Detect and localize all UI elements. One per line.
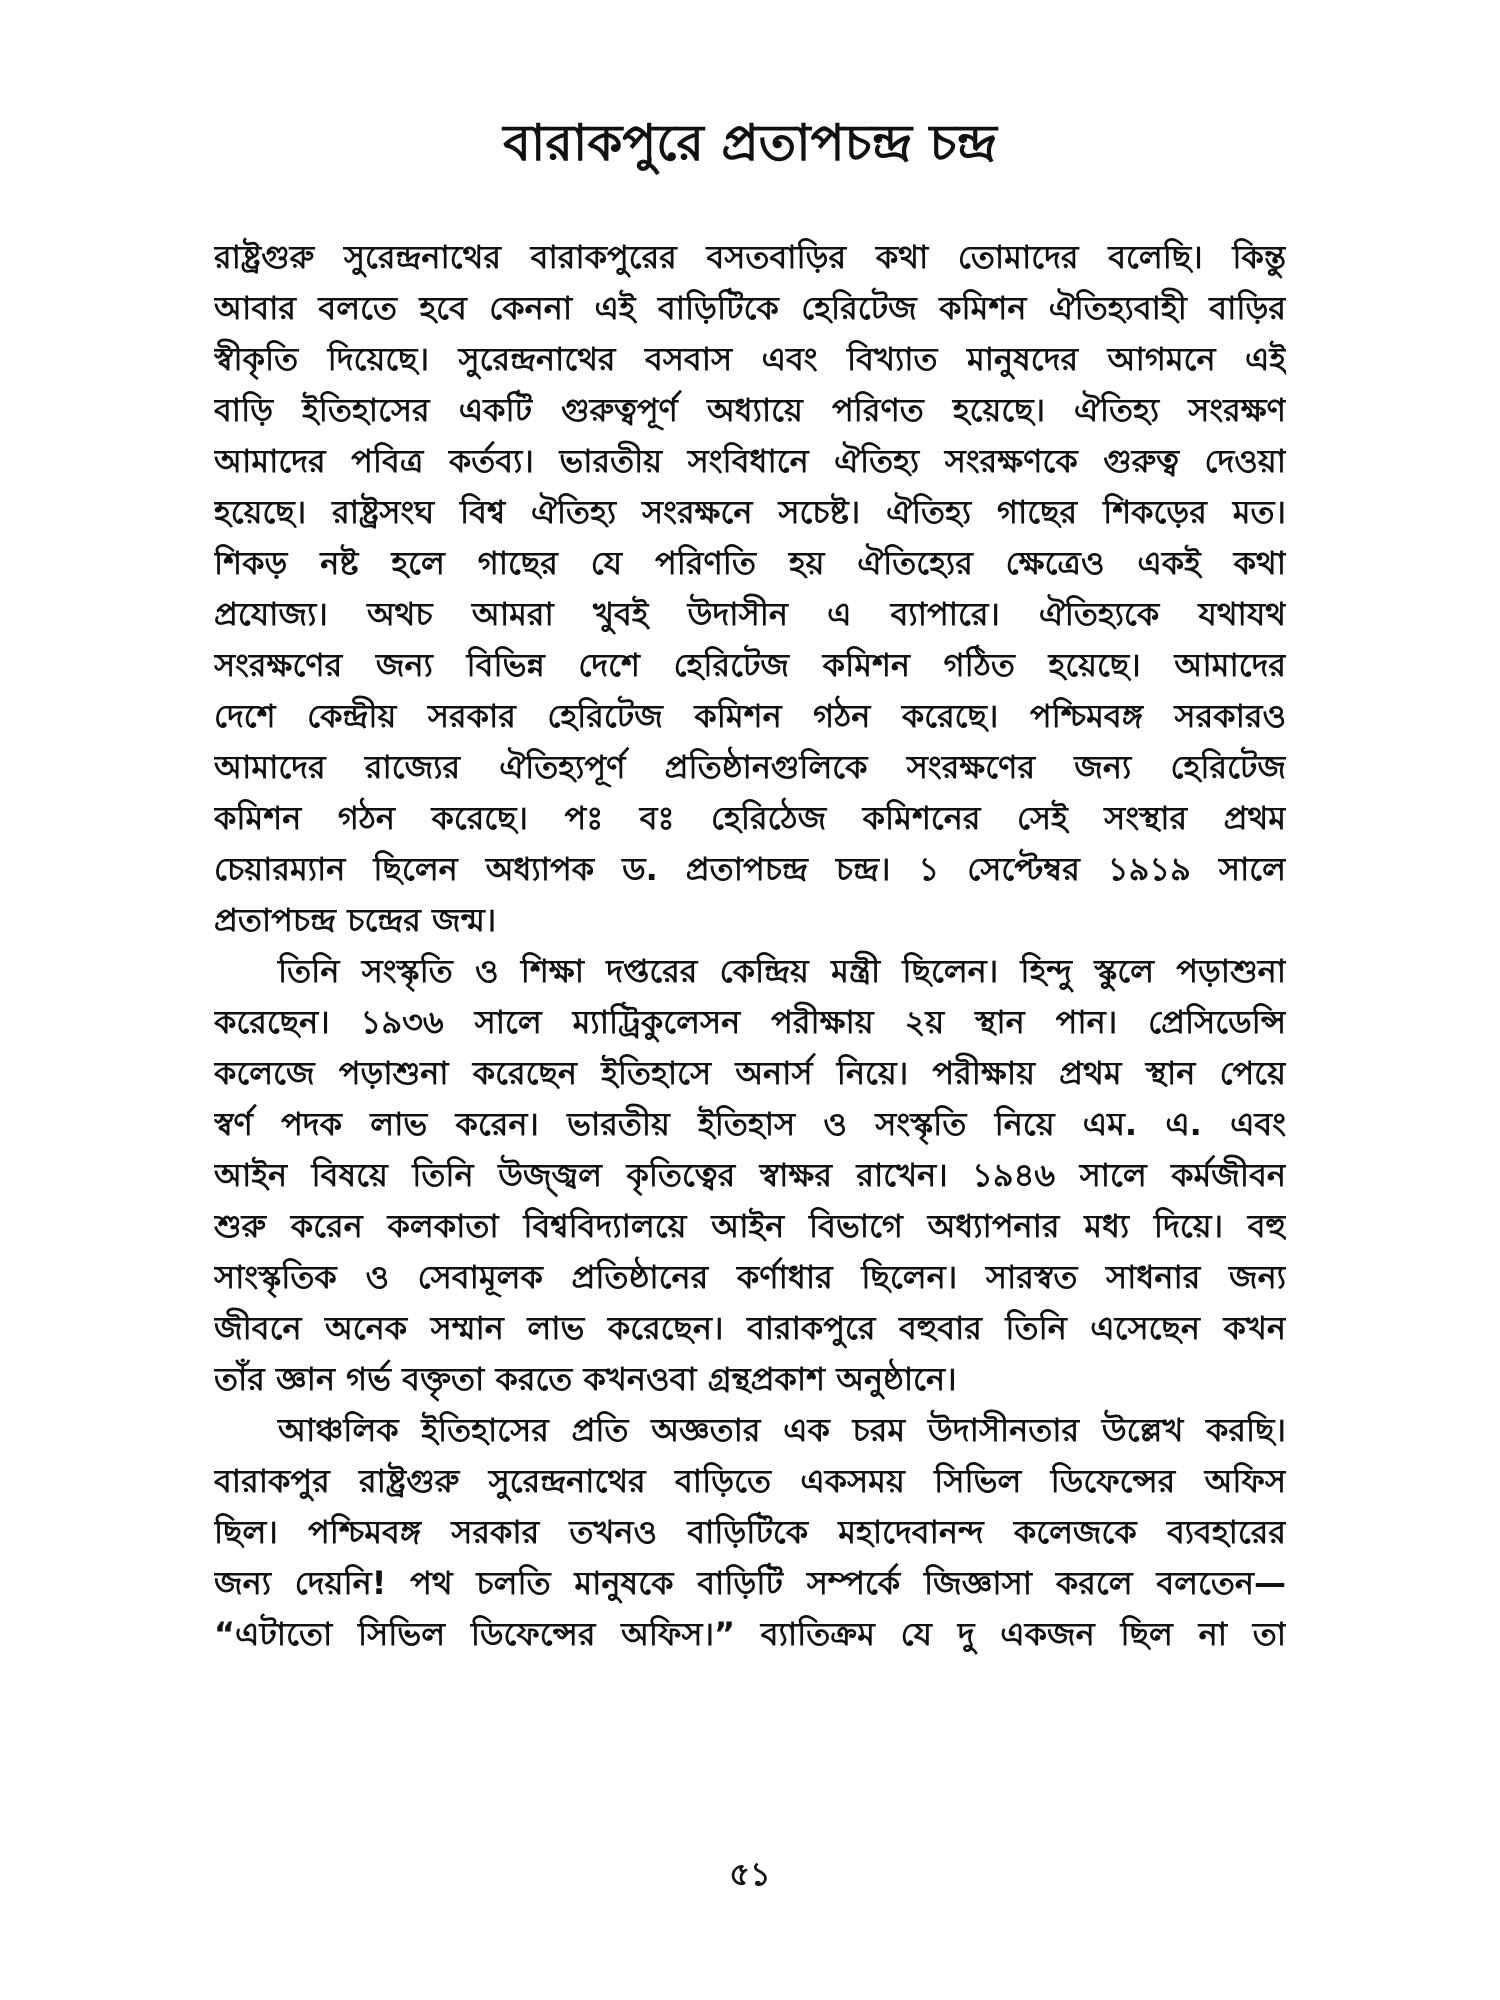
text-line: সাংস্কৃতিক ও সেবামূলক প্রতিষ্ঠানের কর্ণাধার ছিলেন। সারস্বত সাধনার জন্য bbox=[214, 1258, 1286, 1296]
text-line: প্রতাপচন্দ্র চন্দ্রের জন্ম। bbox=[214, 901, 497, 939]
text-line: চেয়ারম্যান ছিলেন অধ্যাপক ড. প্রতাপচন্দ্র চন্দ্র। ১ সেপ্টেম্বর ১৯১৯ সালে bbox=[214, 850, 1286, 888]
text-line: বারাকপুর রাষ্ট্রগুরু সুরেন্দ্রনাথের বাড়িতে একসময় সিভিল ডিফেন্সের অফিস bbox=[214, 1462, 1286, 1500]
text-line: হয়েছে। রাষ্ট্রসংঘ বিশ্ব ঐতিহ্য সংরক্ষনে সচেষ্ট। ঐতিহ্য গাছের শিকড়ের মত। bbox=[214, 493, 1286, 531]
text-line: কলেজে পড়াশুনা করেছেন ইতিহাসে অনার্স নিয়ে। পরীক্ষায় প্রথম স্থান পেয়ে bbox=[214, 1054, 1286, 1092]
text-line: স্বর্ণ পদক লাভ করেন। ভারতীয় ইতিহাস ও সংস্কৃতি নিয়ে এম. এ. এবং bbox=[214, 1105, 1286, 1143]
text-line: শিকড় নষ্ট হলে গাছের যে পরিণতি হয় ঐতিহ্যের ক্ষেত্রেও একই কথা bbox=[214, 544, 1286, 582]
text-line: প্রযোজ্য। অথচ আমরা খুবই উদাসীন এ ব্যাপারে। ঐতিহ্যকে যথাযথ bbox=[214, 595, 1286, 633]
text-line: দেশে কেন্দ্রীয় সরকার হেরিটেজ কমিশন গঠন করেছে। পশ্চিমবঙ্গ সরকারও bbox=[214, 697, 1286, 735]
text-line: তিনি সংস্কৃতি ও শিক্ষা দপ্তরের কেন্দ্রিয় মন্ত্রী ছিলেন। হিন্দু স্কুলে পড়াশুনা bbox=[278, 952, 1286, 990]
text-line: বাড়ি ইতিহাসের একটি গুরুত্বপূর্ণ অধ্যায়ে পরিণত হয়েছে। ঐতিহ্য সংরক্ষণ bbox=[214, 391, 1286, 429]
text-line: জীবনে অনেক সম্মান লাভ করেছেন। বারাকপুরে বহুবার তিনি এসেছেন কখন bbox=[214, 1309, 1286, 1347]
paragraph-3 bbox=[214, 1405, 1286, 1660]
text-line: আইন বিষয়ে তিনি উজ্জ্বল কৃতিত্বের স্বাক্ষর রাখেন। ১৯৪৬ সালে কর্মজীবন bbox=[214, 1156, 1286, 1194]
text-line: স্বীকৃতি দিয়েছে। সুরেন্দ্রনাথের বসবাস এবং বিখ্যাত মানুষদের আগমনে এই bbox=[214, 340, 1286, 378]
page-number: ৫১ bbox=[729, 1855, 771, 1893]
body-text bbox=[214, 232, 1286, 1660]
page-title: বারাকপুরে প্রতাপচন্দ্র চন্দ্র bbox=[503, 114, 997, 172]
text-line: ছিল। পশ্চিমবঙ্গ সরকার তখনও বাড়িটিকে মহাদেবানন্দ কলেজকে ব্যবহারের bbox=[214, 1513, 1286, 1551]
text-line: আমাদের পবিত্র কর্তব্য। ভারতীয় সংবিধানে ঐতিহ্য সংরক্ষণকে গুরুত্ব দেওয়া bbox=[214, 442, 1286, 480]
paragraph-1 bbox=[214, 232, 1286, 946]
text-line: তাঁর জ্ঞান গর্ভ বক্তৃতা করতে কখনওবা গ্রন্থপ্রকাশ অনুষ্ঠানে। bbox=[214, 1360, 957, 1398]
text-line: “এটাতো সিভিল ডিফেন্সের অফিস।” ব্যাতিক্রম যে দু একজন ছিল না তা bbox=[214, 1615, 1286, 1653]
text-line: আমাদের রাজ্যের ঐতিহ্যপূর্ণ প্রতিষ্ঠানগুলিকে সংরক্ষণের জন্য হেরিটেজ bbox=[214, 748, 1286, 786]
text-line: রাষ্ট্রগুরু সুরেন্দ্রনাথের বারাকপুরের বসতবাড়ির কথা তোমাদের বলেছি। কিন্তু bbox=[214, 238, 1286, 276]
text-line: সংরক্ষণের জন্য বিভিন্ন দেশে হেরিটেজ কমিশন গঠিত হয়েছে। আমাদের bbox=[214, 646, 1286, 684]
text-line: আঞ্চলিক ইতিহাসের প্রতি অজ্ঞতার এক চরম উদাসীনতার উল্লেখ করছি। bbox=[278, 1411, 1286, 1449]
text-line: করেছেন। ১৯৩৬ সালে ম্যাট্রিকুলেসন পরীক্ষায় ২য় স্থান পান। প্রেসিডেন্সি bbox=[214, 1003, 1286, 1041]
text-line: আবার বলতে হবে কেননা এই বাড়িটিকে হেরিটেজ কমিশন ঐতিহ্যবাহী বাড়ির bbox=[214, 289, 1286, 327]
text-line: কমিশন গঠন করেছে। পঃ বঃ হেরিঠেজ কমিশনের সেই সংস্থার প্রথম bbox=[214, 799, 1286, 837]
text-line: জন্য দেয়নি! পথ চলতি মানুষকে বাড়িটি সম্পর্কে জিজ্ঞাসা করলে বলতেন— bbox=[214, 1564, 1286, 1602]
text-line: শুরু করেন কলকাতা বিশ্ববিদ্যালয়ে আইন বিভাগে অধ্যাপনার মধ্য দিয়ে। বহু bbox=[214, 1207, 1286, 1245]
paragraph-2 bbox=[214, 946, 1286, 1405]
